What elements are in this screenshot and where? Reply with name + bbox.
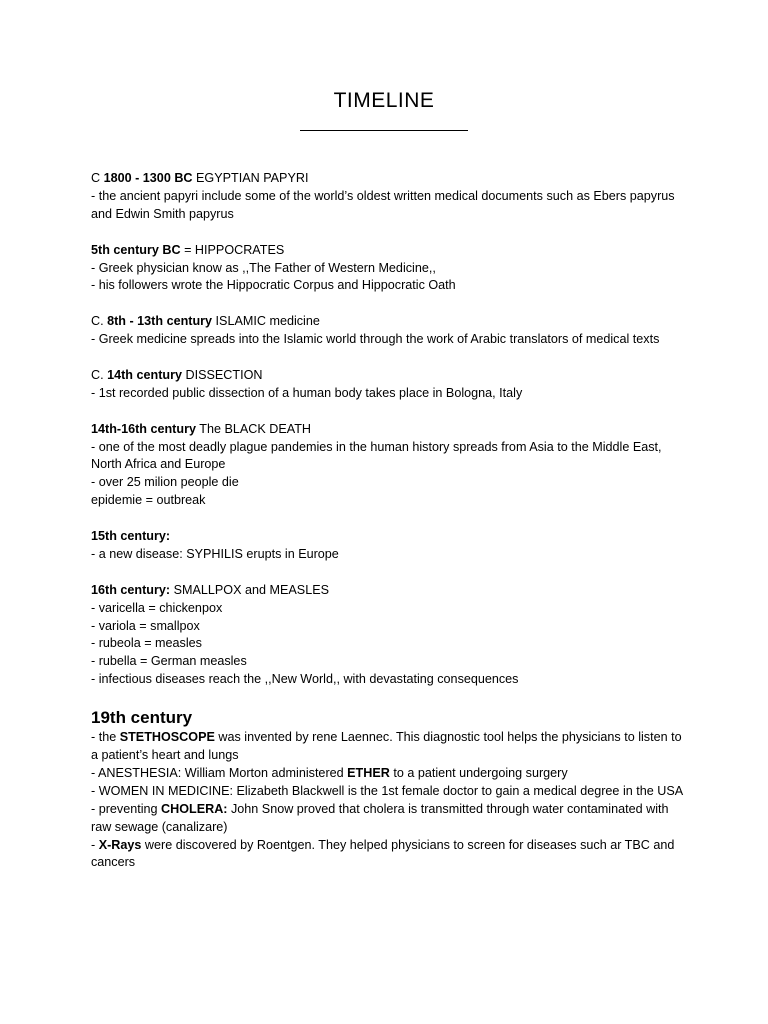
timeline-entry-dissection [91,367,691,403]
item-text: - preventing [91,801,162,816]
item-text: - [91,837,99,852]
entry-heading [91,367,691,385]
item-text: was invented by rene Laennec. This diagnostic tool helps the physicians to listen to a patient’s heart and lungs [91,730,682,762]
entry-line: - the ancient papyri include some of the world’s oldest written medical documents such as Ebers papyrus and Edwin Smith papyrus [91,188,675,221]
entry-line: - one of the most deadly plague pandemies in the human history spreads from Asia to the Middle East, North Africa and Europe [91,439,662,472]
entry-line: - 1st recorded public dissection of a human body takes place in Bologna, Italy [91,385,523,400]
heading-date: 5th century BC [91,242,181,257]
entry-line: - infectious diseases reach the ,,New World,, with devastating consequences [91,672,519,687]
heading-subject: EGYPTIAN PAPYRI [192,171,309,185]
heading-prefix: C. [91,367,108,382]
section-item [91,765,691,783]
heading-subject: The BLACK DEATH [195,421,312,436]
heading-date: 8th - 13th century [107,314,213,329]
item-emphasis: X-Rays [98,837,142,852]
section-19th-century [91,707,691,872]
entry-heading [91,528,691,546]
entry-line: - varicella = chickenpox [91,600,223,615]
heading-subject: SMALLPOX and MEASLES [170,582,329,597]
item-text: - the [91,730,120,745]
item-text: to a patient undergoing surgery [389,765,568,780]
timeline-entry-16th-century [91,582,691,689]
entry-heading [91,582,691,600]
section-heading: 19th century [91,708,193,728]
document-body [91,170,691,890]
entry-line: - his followers wrote the Hippocratic Corpus and Hippocratic Oath [91,278,456,293]
timeline-entry-egyptian-papyri [91,170,691,224]
section-item [91,783,691,801]
heading-subject: = HIPPOCRATES [180,242,285,257]
entry-line: - variola = smallpox [91,618,200,633]
entry-line: - over 25 milion people die [91,475,239,490]
entry-line: - Greek medicine spreads into the Islamic world through the work of Arabic translators of medical texts [91,332,660,347]
entry-heading [91,421,691,439]
entry-heading [91,313,691,331]
section-item [91,801,691,837]
page-title: TIMELINE [333,89,435,112]
timeline-entry-15th-century [91,528,691,564]
heading-date: 16th century: [91,582,171,597]
timeline-entry-hippocrates [91,242,691,296]
heading-date: 14th century [107,367,182,382]
entry-line: epidemie = outbreak [91,493,206,508]
item-text: - ANESTHESIA: William Morton administered [91,765,348,780]
entry-heading [91,242,691,260]
entry-line: - rubella = German measles [91,654,247,669]
item-emphasis: CHOLERA: [161,801,228,816]
heading-prefix: C. [91,314,108,329]
heading-subject: DISSECTION [181,367,263,382]
entry-line: - rubeola = measles [91,636,202,651]
heading-prefix: C [91,171,104,185]
timeline-entry-islamic-medicine [91,313,691,349]
item-emphasis: ETHER [347,765,390,780]
entry-line: - a new disease: SYPHILIS erupts in Europe [91,546,339,561]
section-item [91,729,691,765]
item-text: John Snow proved that cholera is transmitted through water contaminated with raw sewage (canalizare) [91,801,669,834]
entry-heading [91,170,691,188]
entry-line: - Greek physician know as ,,The Father of Western Medicine,, [91,260,436,275]
timeline-entry-black-death [91,421,691,511]
heading-date: 15th century: [91,529,171,544]
heading-date: 1800 - 1300 BC [103,171,193,185]
item-text: - WOMEN IN MEDICINE: Elizabeth Blackwell is the 1st female doctor to gain a medical degree in the USA [91,783,684,798]
item-text: were discovered by Roentgen. They helped physicians to screen for diseases such ar TBC and cancers [91,837,675,870]
heading-subject: ISLAMIC medicine [212,314,320,329]
title-underline [300,130,468,131]
heading-date: 14th-16th century [91,421,196,436]
item-emphasis: STETHOSCOPE [119,730,215,745]
section-item [91,837,691,873]
